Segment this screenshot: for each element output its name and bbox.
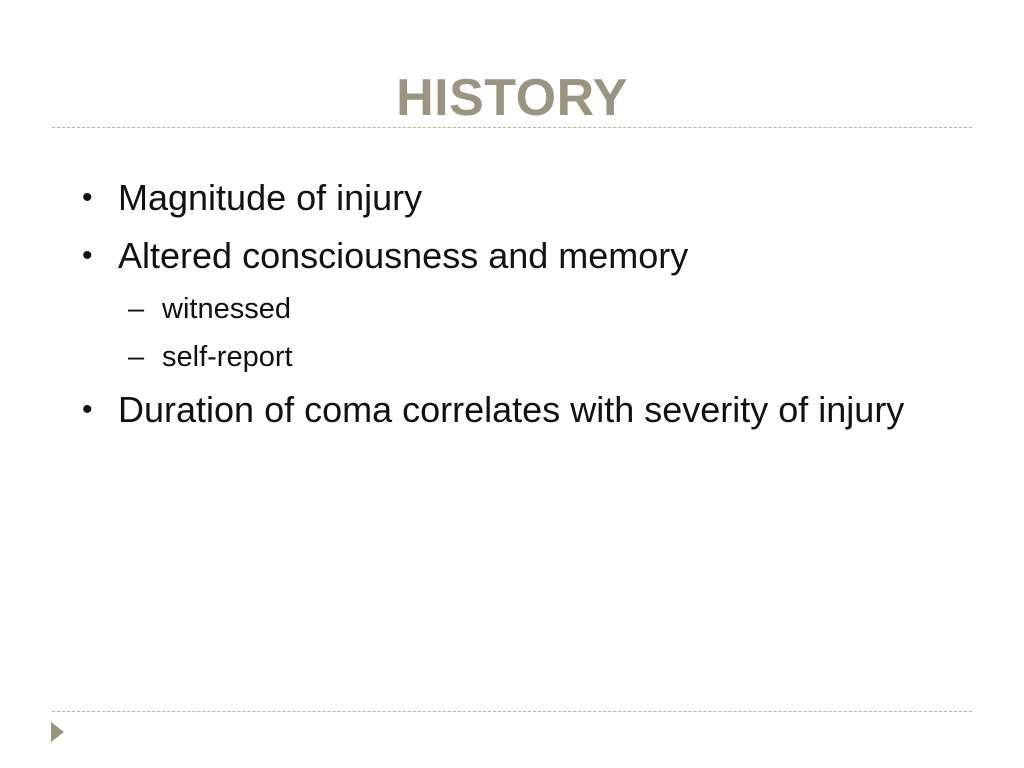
bullet-item xyxy=(78,386,938,434)
bullet-item xyxy=(78,232,938,280)
sub-bullet-text: self-report xyxy=(162,341,293,373)
bullet-text: Magnitude of injury xyxy=(118,177,423,218)
slide-title: HISTORY xyxy=(396,69,628,127)
slide-body xyxy=(78,174,938,444)
next-slide-arrow-icon[interactable] xyxy=(51,722,64,742)
sub-bullet-marker: – xyxy=(128,293,145,325)
bullet-item xyxy=(78,174,938,222)
bullet-marker: • xyxy=(82,239,93,272)
bullet-text: Duration of coma correlates with severity of injury xyxy=(118,389,905,430)
bullet-marker: • xyxy=(82,181,93,214)
sub-bullet-item xyxy=(78,290,938,328)
title-divider xyxy=(52,127,972,128)
bullet-text: Altered consciousness and memory xyxy=(118,235,689,276)
bullet-marker: • xyxy=(82,393,93,426)
sub-bullet-text: witnessed xyxy=(162,293,291,325)
footer-divider xyxy=(52,711,972,712)
sub-bullet-marker: – xyxy=(128,341,145,373)
sub-bullet-item xyxy=(78,338,938,376)
